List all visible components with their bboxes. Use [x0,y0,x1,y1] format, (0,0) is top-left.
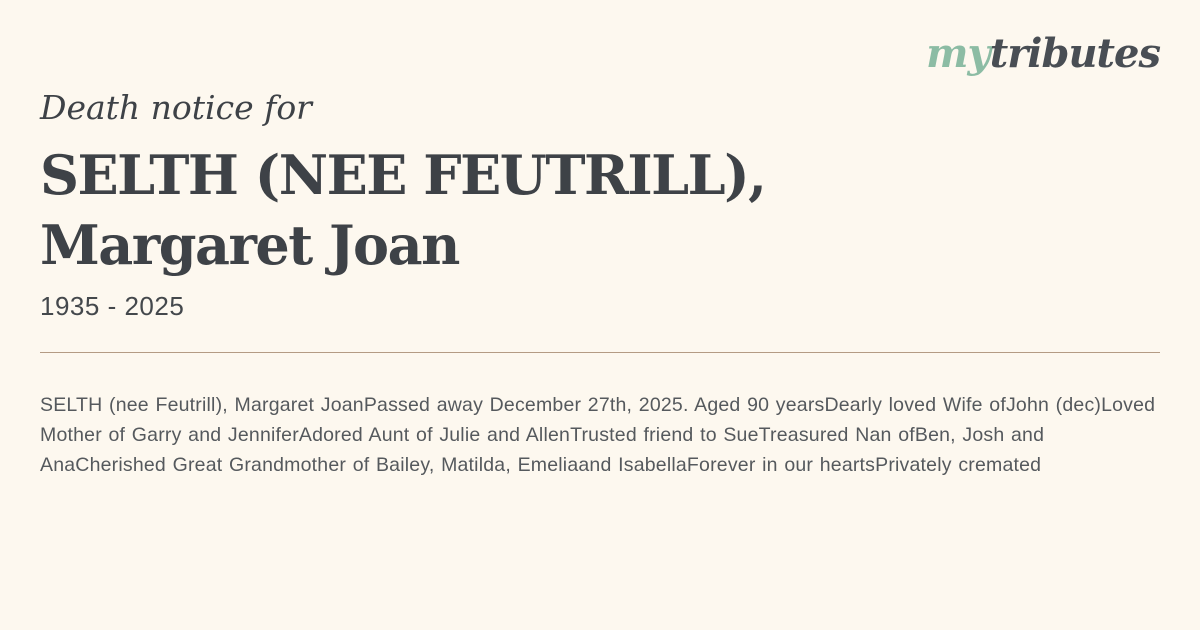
obituary-body: SELTH (nee Feutrill), Margaret JoanPassed away December 27th, 2025. Aged 90 yearsDearly loved Wife ofJohn (dec)Loved Mother of Garry and JenniferAdored Aunt of Julie and AllenTrusted friend to SueTreasured Nan ofBen, Josh and AnaCherished Great Grandmother of Bailey, Matilda, Emeliaand IsabellaForever in our heartsPrivately cremated [40,394,1156,476]
divider-line [40,352,1160,353]
deceased-givenname-line: Margaret Joan [40,213,459,278]
deceased-surname-line: SELTH (NEE FEUTRILL), [40,143,766,207]
mytributes-logo[interactable] [926,30,1160,77]
life-years: 1935 - 2025 [40,291,185,321]
deceased-name-heading [40,140,1160,280]
logo-suffix: tributes [989,30,1160,77]
notice-kicker: Death notice for [40,88,312,127]
logo-prefix: my [926,30,990,77]
